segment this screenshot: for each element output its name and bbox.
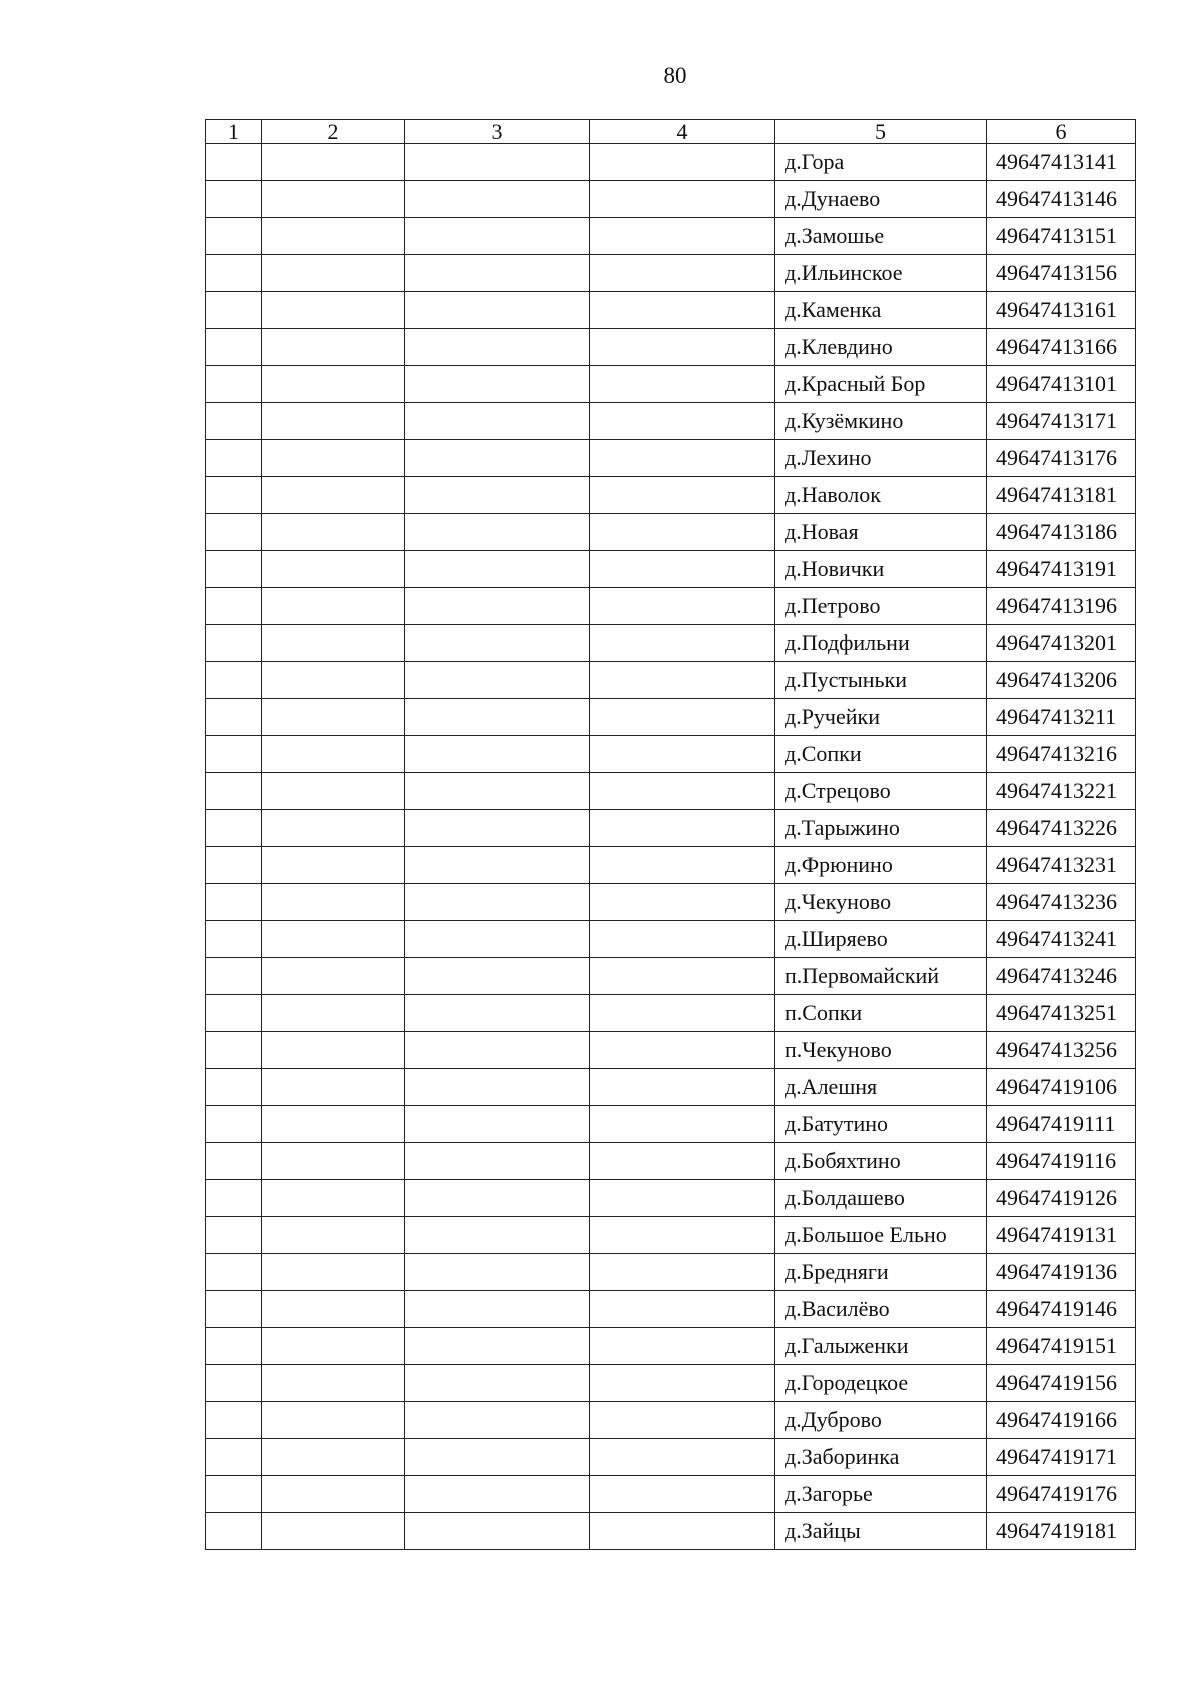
oktmo-code-cell: 49647413236	[987, 884, 1136, 921]
cell-col-2	[262, 736, 405, 773]
cell-col-2	[262, 218, 405, 255]
oktmo-code-cell: 49647419171	[987, 1439, 1136, 1476]
cell-col-2	[262, 847, 405, 884]
cell-col-1	[206, 181, 262, 218]
cell-col-3	[405, 1106, 590, 1143]
oktmo-code-cell: 49647413221	[987, 773, 1136, 810]
oktmo-code-cell: 49647419146	[987, 1291, 1136, 1328]
cell-col-4	[590, 1032, 775, 1069]
oktmo-code-cell: 49647419131	[987, 1217, 1136, 1254]
settlement-name-cell: д.Болдашево	[775, 1180, 987, 1217]
cell-col-3	[405, 847, 590, 884]
cell-col-1	[206, 588, 262, 625]
cell-col-4	[590, 1291, 775, 1328]
cell-col-4	[590, 329, 775, 366]
settlement-name-cell: д.Зайцы	[775, 1513, 987, 1550]
cell-col-4	[590, 921, 775, 958]
cell-col-1	[206, 847, 262, 884]
settlement-name-cell: д.Стрецово	[775, 773, 987, 810]
cell-col-1	[206, 218, 262, 255]
table-row	[206, 958, 1136, 995]
cell-col-4	[590, 1513, 775, 1550]
cell-col-1	[206, 1328, 262, 1365]
oktmo-code-cell: 49647413181	[987, 477, 1136, 514]
table-row	[206, 921, 1136, 958]
cell-col-2	[262, 1365, 405, 1402]
cell-col-3	[405, 1254, 590, 1291]
table-row	[206, 736, 1136, 773]
cell-col-1	[206, 1439, 262, 1476]
cell-col-3	[405, 255, 590, 292]
settlement-name-cell: п.Первомайский	[775, 958, 987, 995]
cell-col-1	[206, 921, 262, 958]
table-row	[206, 1513, 1136, 1550]
settlement-name-cell: д.Каменка	[775, 292, 987, 329]
cell-col-3	[405, 1180, 590, 1217]
cell-col-2	[262, 1032, 405, 1069]
cell-col-2	[262, 625, 405, 662]
settlement-name-cell: д.Заборинка	[775, 1439, 987, 1476]
cell-col-3	[405, 366, 590, 403]
cell-col-3	[405, 1069, 590, 1106]
table-row	[206, 1217, 1136, 1254]
cell-col-4	[590, 1476, 775, 1513]
cell-col-1	[206, 1180, 262, 1217]
cell-col-4	[590, 477, 775, 514]
oktmo-code-cell: 49647413166	[987, 329, 1136, 366]
settlement-name-cell: д.Дунаево	[775, 181, 987, 218]
cell-col-2	[262, 551, 405, 588]
cell-col-1	[206, 1365, 262, 1402]
cell-col-3	[405, 440, 590, 477]
settlement-name-cell: д.Бредняги	[775, 1254, 987, 1291]
table-row	[206, 1032, 1136, 1069]
settlement-name-cell: д.Лехино	[775, 440, 987, 477]
cell-col-4	[590, 625, 775, 662]
settlement-name-cell: д.Кузёмкино	[775, 403, 987, 440]
cell-col-2	[262, 1217, 405, 1254]
table-row	[206, 699, 1136, 736]
cell-col-2	[262, 1513, 405, 1550]
cell-col-3	[405, 958, 590, 995]
settlement-name-cell: д.Дуброво	[775, 1402, 987, 1439]
cell-col-3	[405, 1439, 590, 1476]
oktmo-code-cell: 49647413171	[987, 403, 1136, 440]
cell-col-4	[590, 218, 775, 255]
cell-col-1	[206, 810, 262, 847]
cell-col-1	[206, 1291, 262, 1328]
oktmo-code-cell: 49647413251	[987, 995, 1136, 1032]
oktmo-code-cell: 49647413191	[987, 551, 1136, 588]
cell-col-3	[405, 181, 590, 218]
column-header-1: 1	[206, 120, 262, 144]
cell-col-4	[590, 440, 775, 477]
table-row	[206, 1439, 1136, 1476]
cell-col-1	[206, 514, 262, 551]
oktmo-code-cell: 49647413161	[987, 292, 1136, 329]
cell-col-4	[590, 1180, 775, 1217]
settlement-name-cell: д.Замошье	[775, 218, 987, 255]
settlement-name-cell: д.Пустыньки	[775, 662, 987, 699]
cell-col-4	[590, 403, 775, 440]
cell-col-2	[262, 366, 405, 403]
table-row	[206, 403, 1136, 440]
settlement-name-cell: д.Новая	[775, 514, 987, 551]
cell-col-2	[262, 292, 405, 329]
cell-col-3	[405, 329, 590, 366]
table-row	[206, 1365, 1136, 1402]
cell-col-4	[590, 1069, 775, 1106]
oktmo-code-cell: 49647413146	[987, 181, 1136, 218]
settlement-name-cell: д.Бобяхтино	[775, 1143, 987, 1180]
oktmo-code-cell: 49647413151	[987, 218, 1136, 255]
table-row	[206, 588, 1136, 625]
table-row	[206, 477, 1136, 514]
cell-col-2	[262, 1143, 405, 1180]
cell-col-4	[590, 292, 775, 329]
table-row	[206, 1069, 1136, 1106]
settlement-name-cell: д.Тарыжино	[775, 810, 987, 847]
cell-col-2	[262, 1180, 405, 1217]
cell-col-4	[590, 1365, 775, 1402]
cell-col-1	[206, 625, 262, 662]
cell-col-2	[262, 1291, 405, 1328]
cell-col-3	[405, 551, 590, 588]
cell-col-1	[206, 699, 262, 736]
column-header-5: 5	[775, 120, 987, 144]
cell-col-3	[405, 810, 590, 847]
column-header-6: 6	[987, 120, 1136, 144]
settlement-name-cell: д.Большое Ельно	[775, 1217, 987, 1254]
oktmo-code-cell: 49647419106	[987, 1069, 1136, 1106]
settlement-name-cell: д.Галыженки	[775, 1328, 987, 1365]
cell-col-1	[206, 1513, 262, 1550]
cell-col-3	[405, 1513, 590, 1550]
table-row	[206, 884, 1136, 921]
cell-col-3	[405, 1291, 590, 1328]
oktmo-code-cell: 49647413216	[987, 736, 1136, 773]
table-row	[206, 440, 1136, 477]
cell-col-4	[590, 1328, 775, 1365]
cell-col-3	[405, 995, 590, 1032]
cell-col-4	[590, 588, 775, 625]
settlement-name-cell: д.Красный Бор	[775, 366, 987, 403]
oktmo-code-cell: 49647413246	[987, 958, 1136, 995]
table-row	[206, 366, 1136, 403]
cell-col-4	[590, 810, 775, 847]
cell-col-3	[405, 144, 590, 181]
table-body	[206, 144, 1136, 1550]
cell-col-1	[206, 403, 262, 440]
oktmo-code-cell: 49647413226	[987, 810, 1136, 847]
cell-col-4	[590, 255, 775, 292]
cell-col-2	[262, 1439, 405, 1476]
cell-col-4	[590, 181, 775, 218]
cell-col-4	[590, 1439, 775, 1476]
table-row	[206, 810, 1136, 847]
cell-col-1	[206, 1032, 262, 1069]
table-row	[206, 625, 1136, 662]
cell-col-2	[262, 477, 405, 514]
oktmo-code-cell: 49647413241	[987, 921, 1136, 958]
settlement-name-cell: д.Гора	[775, 144, 987, 181]
settlement-name-cell: д.Ручейки	[775, 699, 987, 736]
cell-col-2	[262, 255, 405, 292]
settlement-name-cell: д.Новички	[775, 551, 987, 588]
oktmo-code-cell: 49647419126	[987, 1180, 1136, 1217]
cell-col-1	[206, 477, 262, 514]
cell-col-3	[405, 921, 590, 958]
oktmo-code-cell: 49647413256	[987, 1032, 1136, 1069]
oktmo-code-cell: 49647413201	[987, 625, 1136, 662]
oktmo-code-cell: 49647413231	[987, 847, 1136, 884]
cell-col-2	[262, 588, 405, 625]
cell-col-4	[590, 551, 775, 588]
table-row	[206, 144, 1136, 181]
table-row	[206, 329, 1136, 366]
cell-col-2	[262, 403, 405, 440]
settlement-name-cell: п.Чекуново	[775, 1032, 987, 1069]
table-row	[206, 1106, 1136, 1143]
cell-col-4	[590, 1217, 775, 1254]
cell-col-1	[206, 329, 262, 366]
cell-col-1	[206, 1254, 262, 1291]
cell-col-2	[262, 181, 405, 218]
cell-col-1	[206, 1402, 262, 1439]
cell-col-1	[206, 366, 262, 403]
settlement-name-cell: д.Загорье	[775, 1476, 987, 1513]
cell-col-4	[590, 1143, 775, 1180]
oktmo-code-cell: 49647419181	[987, 1513, 1136, 1550]
oktmo-code-cell: 49647419151	[987, 1328, 1136, 1365]
cell-col-4	[590, 366, 775, 403]
table-row	[206, 514, 1136, 551]
settlement-name-cell: д.Наволок	[775, 477, 987, 514]
cell-col-2	[262, 662, 405, 699]
cell-col-1	[206, 1069, 262, 1106]
cell-col-2	[262, 1402, 405, 1439]
cell-col-3	[405, 625, 590, 662]
cell-col-1	[206, 1217, 262, 1254]
cell-col-3	[405, 588, 590, 625]
settlement-name-cell: д.Василёво	[775, 1291, 987, 1328]
oktmo-code-cell: 49647413101	[987, 366, 1136, 403]
page-number: 80	[663, 63, 687, 88]
cell-col-4	[590, 662, 775, 699]
cell-col-2	[262, 1328, 405, 1365]
cell-col-3	[405, 1476, 590, 1513]
table-row	[206, 995, 1136, 1032]
cell-col-1	[206, 292, 262, 329]
cell-col-3	[405, 1032, 590, 1069]
cell-col-3	[405, 514, 590, 551]
settlement-name-cell: п.Сопки	[775, 995, 987, 1032]
settlement-name-cell: д.Подфильни	[775, 625, 987, 662]
oktmo-code-cell: 49647419156	[987, 1365, 1136, 1402]
cell-col-4	[590, 773, 775, 810]
cell-col-4	[590, 1254, 775, 1291]
cell-col-3	[405, 1365, 590, 1402]
cell-col-2	[262, 773, 405, 810]
table-row	[206, 255, 1136, 292]
settlement-name-cell: д.Городецкое	[775, 1365, 987, 1402]
table-header	[206, 120, 1136, 144]
cell-col-4	[590, 847, 775, 884]
cell-col-3	[405, 403, 590, 440]
settlement-name-cell: д.Фрюнино	[775, 847, 987, 884]
table-row	[206, 662, 1136, 699]
cell-col-3	[405, 884, 590, 921]
cell-col-3	[405, 1402, 590, 1439]
cell-col-3	[405, 1143, 590, 1180]
settlement-name-cell: д.Ширяево	[775, 921, 987, 958]
cell-col-3	[405, 736, 590, 773]
oktmo-code-cell: 49647419176	[987, 1476, 1136, 1513]
cell-col-2	[262, 884, 405, 921]
column-header-4: 4	[590, 120, 775, 144]
cell-col-2	[262, 440, 405, 477]
table-row	[206, 1254, 1136, 1291]
table-row	[206, 1143, 1136, 1180]
settlement-name-cell: д.Ильинское	[775, 255, 987, 292]
settlement-name-cell: д.Петрово	[775, 588, 987, 625]
table-row	[206, 181, 1136, 218]
oktmo-code-cell: 49647419111	[987, 1106, 1136, 1143]
cell-col-2	[262, 810, 405, 847]
cell-col-3	[405, 662, 590, 699]
cell-col-1	[206, 144, 262, 181]
cell-col-1	[206, 1106, 262, 1143]
settlement-name-cell: д.Сопки	[775, 736, 987, 773]
cell-col-4	[590, 736, 775, 773]
table-row	[206, 773, 1136, 810]
cell-col-3	[405, 1328, 590, 1365]
cell-col-4	[590, 144, 775, 181]
cell-col-2	[262, 1476, 405, 1513]
cell-col-2	[262, 921, 405, 958]
cell-col-2	[262, 1069, 405, 1106]
cell-col-4	[590, 1106, 775, 1143]
settlements-table	[205, 119, 1136, 1550]
settlement-name-cell: д.Чекуново	[775, 884, 987, 921]
cell-col-1	[206, 736, 262, 773]
cell-col-2	[262, 699, 405, 736]
cell-col-3	[405, 1217, 590, 1254]
cell-col-4	[590, 958, 775, 995]
cell-col-2	[262, 144, 405, 181]
table-row	[206, 1180, 1136, 1217]
cell-col-1	[206, 662, 262, 699]
cell-col-3	[405, 699, 590, 736]
table-row	[206, 292, 1136, 329]
table-row	[206, 847, 1136, 884]
cell-col-2	[262, 329, 405, 366]
oktmo-code-cell: 49647413206	[987, 662, 1136, 699]
cell-col-3	[405, 477, 590, 514]
cell-col-1	[206, 1143, 262, 1180]
cell-col-1	[206, 551, 262, 588]
cell-col-1	[206, 995, 262, 1032]
cell-col-2	[262, 514, 405, 551]
column-header-2: 2	[262, 120, 405, 144]
oktmo-code-cell: 49647413156	[987, 255, 1136, 292]
cell-col-1	[206, 773, 262, 810]
cell-col-3	[405, 218, 590, 255]
oktmo-code-cell: 49647419116	[987, 1143, 1136, 1180]
table-row	[206, 1291, 1136, 1328]
table-row	[206, 1328, 1136, 1365]
table-row	[206, 1476, 1136, 1513]
cell-col-4	[590, 995, 775, 1032]
oktmo-code-cell: 49647413211	[987, 699, 1136, 736]
cell-col-1	[206, 440, 262, 477]
cell-col-4	[590, 699, 775, 736]
table-row	[206, 218, 1136, 255]
cell-col-1	[206, 1476, 262, 1513]
cell-col-1	[206, 884, 262, 921]
oktmo-code-cell: 49647419166	[987, 1402, 1136, 1439]
settlement-name-cell: д.Алешня	[775, 1069, 987, 1106]
cell-col-4	[590, 884, 775, 921]
oktmo-code-cell: 49647413141	[987, 144, 1136, 181]
cell-col-2	[262, 958, 405, 995]
cell-col-1	[206, 255, 262, 292]
cell-col-2	[262, 1254, 405, 1291]
cell-col-2	[262, 995, 405, 1032]
settlement-name-cell: д.Батутино	[775, 1106, 987, 1143]
cell-col-1	[206, 958, 262, 995]
table-row	[206, 551, 1136, 588]
settlement-name-cell: д.Клевдино	[775, 329, 987, 366]
cell-col-4	[590, 1402, 775, 1439]
cell-col-3	[405, 773, 590, 810]
cell-col-4	[590, 514, 775, 551]
oktmo-code-cell: 49647413186	[987, 514, 1136, 551]
oktmo-code-cell: 49647413176	[987, 440, 1136, 477]
oktmo-code-cell: 49647413196	[987, 588, 1136, 625]
table-row	[206, 1402, 1136, 1439]
column-header-3: 3	[405, 120, 590, 144]
cell-col-3	[405, 292, 590, 329]
oktmo-code-cell: 49647419136	[987, 1254, 1136, 1291]
cell-col-2	[262, 1106, 405, 1143]
column-number-row	[206, 120, 1136, 144]
